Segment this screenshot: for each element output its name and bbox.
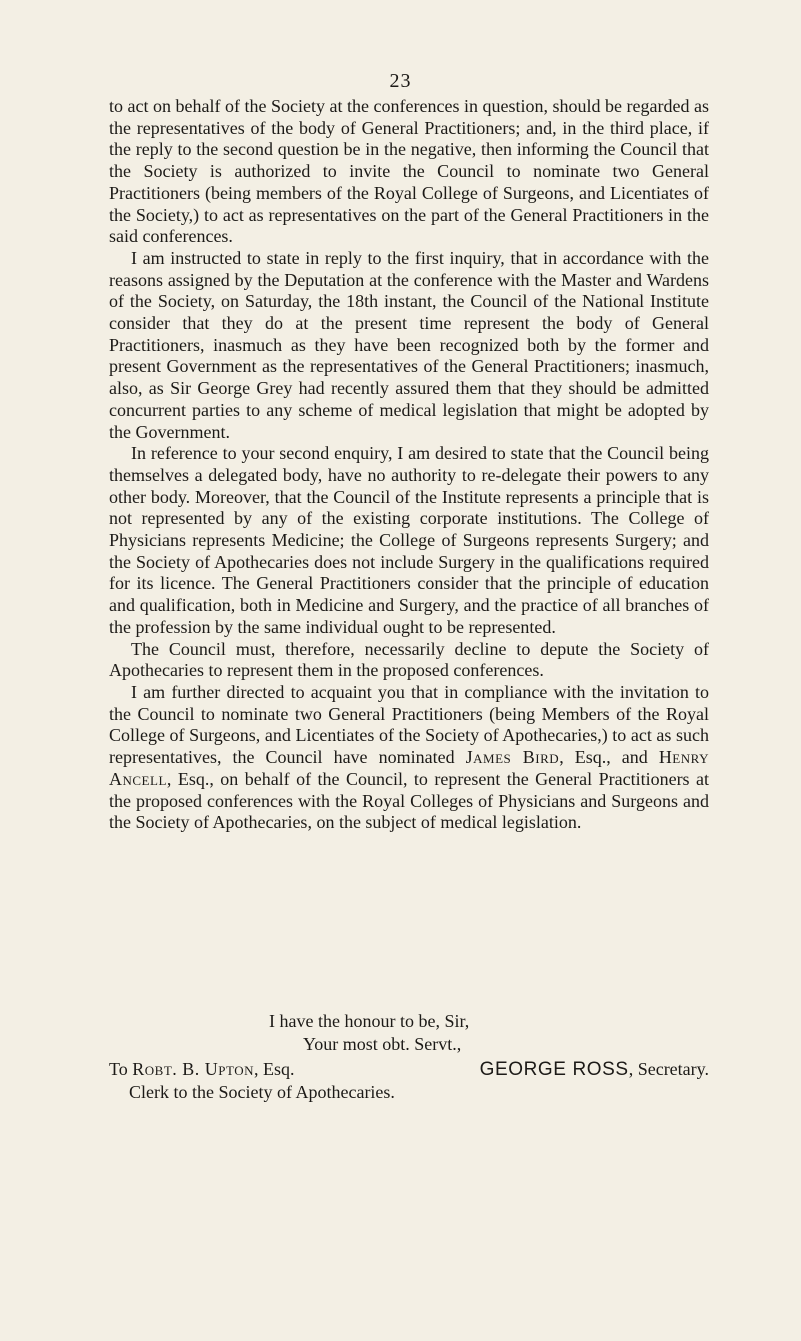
nominee-name: James Bird xyxy=(465,747,560,768)
signature xyxy=(480,1058,709,1081)
letter-body xyxy=(109,96,709,834)
paragraph-text: I am further directed to acquaint you that in compliance with the invitation to the Council to nominate two General Practitioners (being Members of the Royal College of Surgeons, and Licentiates of the Society of Apothecaries,) to act as such representatives, the Council have nominated xyxy=(109,681,709,768)
letter-closing xyxy=(109,1010,709,1104)
paragraph-text: , Esq., on behalf of the Council, to represent the General Practitioners at the proposed conferences with the Royal Colleges of Physicians and Surgeons and the Society of Apothecaries, on the subject of medical legislation. xyxy=(109,768,709,833)
page-number: 23 xyxy=(389,70,412,92)
signatory-name: GEORGE ROSS xyxy=(479,1059,629,1080)
addressee xyxy=(109,1058,294,1081)
addressee-name: Robt. B. Upton xyxy=(132,1059,254,1079)
closing-line: I have the honour to be, Sir, xyxy=(269,1011,470,1031)
paragraph-text: The Council must, therefore, necessarily decline to depute the Society of Apothecaries to represent them in the proposed conferences. xyxy=(109,638,709,681)
addressee-title: Clerk to the Society of Apothecaries. xyxy=(129,1082,395,1102)
paragraph-nomination xyxy=(109,682,709,834)
paragraph-text: , Esq., and xyxy=(559,747,659,768)
paragraph-second-enquiry-reply xyxy=(109,443,709,638)
addressee-suffix: , Esq. xyxy=(253,1059,295,1079)
paragraph-first-inquiry-reply xyxy=(109,248,709,443)
paragraph-text: to act on behalf of the Society at the conferences in question, should be regarded as the representatives of the body of General Practitioners; and, in the third place, if the reply to the second question be in the negative, then informing the Council that the Society is authorized to invite the Council to nominate two General Practitioners (being members of the Royal College of Surgeons, and Licentiates of the Society,) to act as representatives on the part of the General Practitioners in the said conferences. xyxy=(109,96,709,247)
paragraph-text: In reference to your second enquiry, I am desired to state that the Council being themselves a delegated body, have no authority to re-delegate their powers to any other body. Moreover, that the Council of the Institute represents a principle that is not represented by any of the existing corporate institutions. The College of Physicians represents Medicine; the College of Surgeons represents Surgery; and the Society of Apothecaries does not include Surgery in the qualifications required for its licence. The General Practitioners consider that the principle of education and qualification, both in Medicine and Surgery, and the practice of all branches of the profession by the same individual ought to be represented. xyxy=(109,443,709,637)
closing-line: Your most obt. Servt., xyxy=(303,1034,462,1054)
signatory-title: , Secretary. xyxy=(628,1059,709,1079)
addressee-prefix: To xyxy=(109,1059,133,1079)
paragraph-continuation xyxy=(109,96,709,248)
paragraph-decline xyxy=(109,639,709,682)
signature-row xyxy=(109,1058,709,1081)
nominee-name: Henry Ancell xyxy=(109,747,709,789)
paragraph-text: I am instructed to state in reply to the first inquiry, that in accordance with the reasons assigned by the Deputation at the conference with the Master and Wardens of the Society, on Saturday, the 18th instant, the Council of the National Institute consider that they do at the present time represent the body of General Practitioners, inasmuch as they have been recognized both by the former and present Government as the representatives of the General Practitioners; inasmuch, also, as Sir George Grey had recently assured them that they should be admitted concurrent parties to any scheme of medical legislation that might be adopted by the Government. xyxy=(109,247,709,442)
